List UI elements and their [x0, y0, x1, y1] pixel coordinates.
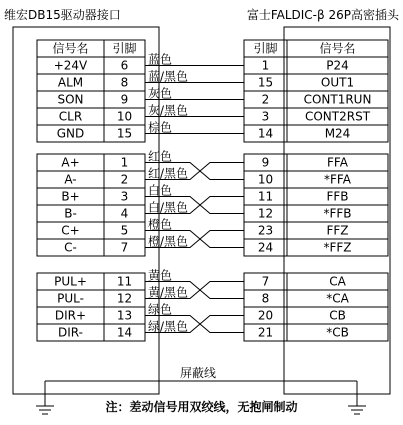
right-pin-number: 23 — [257, 223, 274, 238]
right-header-pin: 引脚 — [253, 41, 278, 56]
left-connector-outline — [13, 27, 159, 394]
right-pin-number: 2 — [261, 92, 270, 107]
right-pin-number: 11 — [257, 189, 274, 204]
left-header-signal: 信号名 — [52, 41, 89, 56]
footnote: 注：差动信号用双绞线，无抱闸制动 — [105, 400, 298, 414]
wire-color-label: 橙/黑色 — [148, 234, 189, 249]
right-pin-number: 10 — [257, 172, 274, 187]
left-table-group-2 — [37, 154, 145, 256]
left-signal-name: CLR — [58, 109, 83, 124]
right-pin-number: 3 — [261, 109, 270, 124]
wire-color-label: 绿/黑色 — [148, 319, 189, 334]
right-pin-number: 24 — [257, 240, 274, 255]
left-signal-name: +24V — [53, 58, 88, 73]
wire-color-label: 黄色 — [148, 268, 173, 283]
right-connector-title: 富士FALDIC-β 26P高密插头 — [246, 8, 399, 22]
right-pin-number: 14 — [257, 126, 274, 141]
right-signal-name: CONT1RUN — [303, 92, 372, 107]
left-pin-number: 6 — [120, 58, 129, 73]
left-pin-number: 8 — [120, 75, 129, 90]
left-signal-name: SON — [57, 92, 84, 107]
left-signal-name: DIR- — [58, 325, 83, 340]
right-pin-number: 9 — [261, 155, 270, 170]
left-signal-name: A- — [64, 172, 77, 187]
left-pin-number: 11 — [116, 274, 133, 289]
right-signal-name: *CA — [326, 291, 349, 306]
left-signal-name: PUL+ — [54, 274, 87, 289]
wire-color-label: 白/黑色 — [148, 200, 189, 215]
wire-color-label: 棕色 — [148, 120, 173, 135]
left-connector-title: 维宏DB15驱动器接口 — [4, 8, 121, 22]
left-pin-number: 9 — [120, 92, 129, 107]
right-pin-number: 1 — [261, 58, 270, 73]
left-signal-name: GND — [56, 126, 85, 141]
left-signal-name: DIR+ — [54, 308, 87, 323]
shield-label: 屏蔽线 — [179, 366, 217, 380]
left-pin-number: 12 — [116, 291, 133, 306]
right-signal-name: M24 — [324, 126, 351, 141]
right-signal-name: FFB — [326, 189, 349, 204]
left-pin-number: 3 — [120, 189, 129, 204]
right-pin-number: 8 — [261, 291, 270, 306]
left-signal-name: C- — [64, 240, 77, 255]
left-signal-name: C+ — [61, 223, 80, 238]
right-signal-name: FFA — [327, 155, 348, 170]
left-pin-number: 1 — [120, 155, 129, 170]
right-pin-number: 15 — [257, 75, 274, 90]
left-pin-number: 15 — [116, 126, 133, 141]
left-pin-number: 7 — [120, 240, 129, 255]
right-signal-name: *FFZ — [323, 240, 352, 255]
right-pin-number: 21 — [257, 325, 274, 340]
wire-color-label: 绿色 — [148, 302, 173, 317]
right-signal-name: CB — [329, 308, 346, 323]
left-signal-name: PUL- — [57, 291, 84, 306]
left-pin-number: 13 — [116, 308, 133, 323]
left-signal-name: B+ — [61, 189, 80, 204]
right-pin-number: 7 — [261, 274, 270, 289]
wire-color-label: 蓝色 — [148, 52, 173, 67]
left-signal-name: A+ — [61, 155, 80, 170]
left-signal-name: ALM — [57, 75, 84, 90]
wire-color-label: 蓝/黑色 — [148, 69, 189, 84]
right-signal-name: CONT2RST — [304, 109, 371, 124]
wire-color-label: 灰色 — [148, 86, 173, 101]
right-signal-name: FFZ — [326, 223, 349, 238]
wire-color-label: 白色 — [148, 183, 173, 198]
right-signal-name: P24 — [326, 58, 349, 73]
right-signal-name: *FFB — [323, 206, 352, 221]
right-signal-name: OUT1 — [320, 75, 355, 90]
left-pin-number: 2 — [120, 172, 129, 187]
right-pin-number: 20 — [257, 308, 274, 323]
left-pin-number: 5 — [120, 223, 129, 238]
wire-color-label: 橙色 — [148, 217, 173, 232]
left-header-pin: 引脚 — [112, 41, 137, 56]
wire-color-label: 灰/黑色 — [148, 103, 189, 118]
wire-color-label: 红/黑色 — [148, 166, 189, 181]
wire-color-label: 黄/黑色 — [148, 285, 189, 300]
left-pin-number: 14 — [116, 325, 133, 340]
right-header-signal: 信号名 — [319, 41, 356, 56]
left-pin-number: 10 — [116, 109, 133, 124]
right-pin-number: 12 — [257, 206, 274, 221]
right-signal-name: *FFA — [324, 172, 351, 187]
left-pin-number: 4 — [120, 206, 129, 221]
right-signal-name: *CB — [326, 325, 349, 340]
right-signal-name: CA — [329, 274, 346, 289]
left-signal-name: B- — [64, 206, 77, 221]
wire-color-label: 红色 — [148, 149, 173, 164]
